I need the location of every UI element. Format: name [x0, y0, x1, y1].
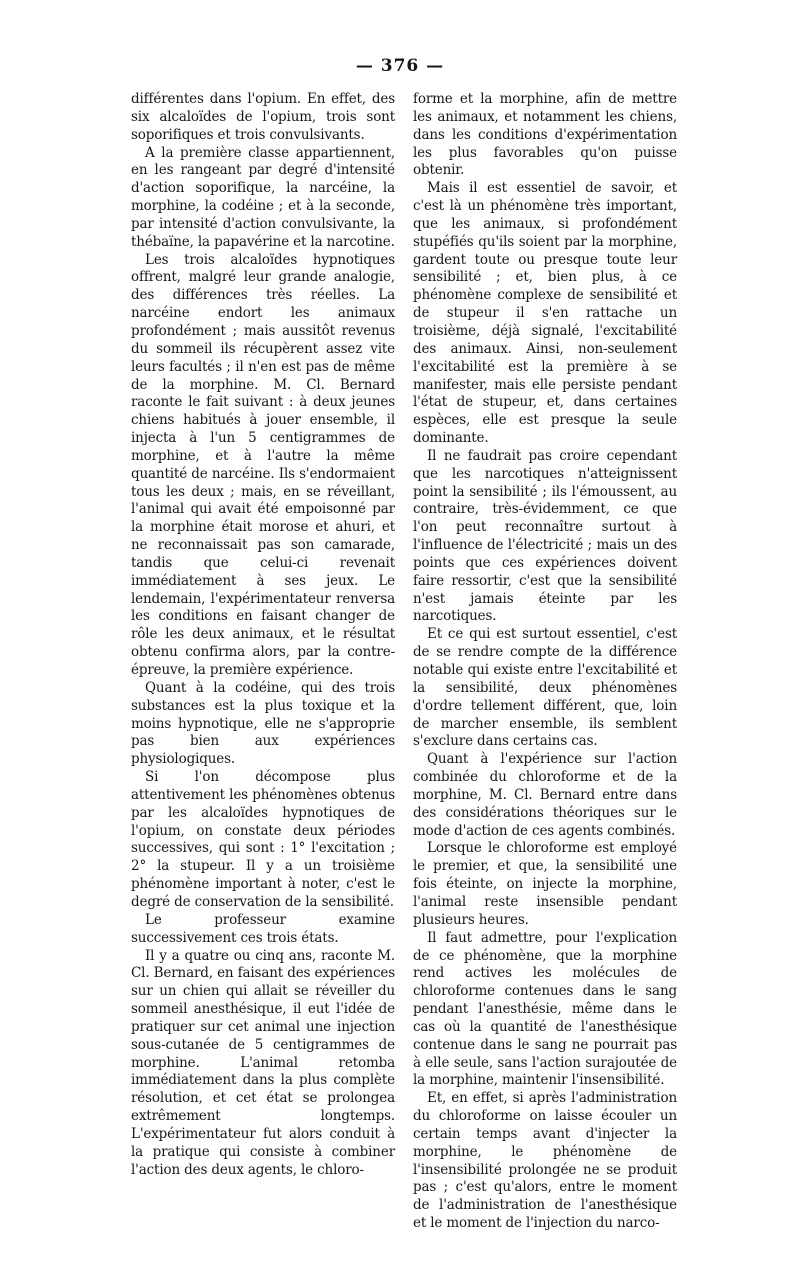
- paragraph: Il y a quatre ou cinq ans, raconte M. Cl. Bernard, en faisant des expériences sur un chien qui allait se réveiller du sommeil anesthésique, il eut l'idée de pratiquer sur cet animal une injection sous-cutanée de 5 centigrammes de morphine. L'animal retomba immédiatement dans la plus complète résolution, et cet état se prolongea extrêmement longtemps. L'expérimentateur fut alors conduit à la pratique qui consiste à combiner l'action des deux agents, le chloro-: [131, 947, 395, 1178]
- paragraph: Et ce qui est surtout essentiel, c'est de se rendre compte de la différence notable qui existe entre l'excitabilité et la sensibilité, deux phénomènes d'ordre tellement différent, que, loin de marcher ensemble, ils semblent s'exclure dans certains cas.: [413, 626, 677, 750]
- paragraph: Quant à l'expérience sur l'action combinée du chloroforme et de la morphine, M. Cl. Bernard entre dans des considérations théoriques sur le mode d'action de ces agents combinés.: [413, 751, 677, 839]
- left-column: [131, 91, 395, 1179]
- paragraph: Mais il est essentiel de savoir, et c'est là un phénomène très important, que les animaux, si profondément stupéfiés qu'ils soient par la morphine, gardent toute ou presque toute leur sensibilité ; et, bien plus, à ce phénomène complexe de sensibilité et de stupeur il s'en rattache un troisième, déjà signalé, l'excitabilité des animaux. Ainsi, non-seulement l'excitabilité est la première à se manifester, mais elle persiste pendant l'état de stupeur, et, dans certaines espèces, elle est presque la seule dominante.: [413, 180, 677, 447]
- paragraph: Il faut admettre, pour l'explication de ce phénomène, que la morphine rend actives les molécules de chloroforme contenues dans le sang pendant l'anesthésie, même dans le cas où la quantité de l'anesthésique contenue dans le sang ne pourrait pas à elle seule, sans l'action surajoutée de la morphine, maintenir l'insensibilité.: [413, 929, 677, 1089]
- paragraph: forme et la morphine, afin de mettre les animaux, et notamment les chiens, dans les conditions d'expérimentation les plus favorables qu'on puisse obtenir.: [413, 91, 677, 179]
- paragraph: Si l'on décompose plus attentivement les phénomènes obtenus par les alcaloïdes hypnotiques de l'opium, on constate deux périodes successives, qui sont : 1° l'excitation ; 2° la stupeur. Il y a un troisième phénomène important à noter, c'est le degré de conservation de la sensibilité.: [131, 769, 395, 910]
- paragraph: Quant à la codéine, qui des trois substances est la plus toxique et la moins hypnotique, elle ne s'approprie pas bien aux expériences physiologiques.: [131, 679, 395, 768]
- paragraph: Lorsque le chloroforme est employé le premier, et que, la sensibilité une fois éteinte, on injecte la morphine, l'animal reste insensible pendant plusieurs heures.: [413, 840, 677, 928]
- right-column: [413, 91, 677, 1233]
- paragraph: Il ne faudrait pas croire cependant que les narcotiques n'atteignissent point la sensibilité ; ils l'émoussent, au contraire, très-évidemment, ce que l'on peut reconnaître surtout à l'influence de l'électricité ; mais un des points que ces expériences doivent faire ressortir, c'est que la sensibilité n'est jamais éteinte par les narcotiques.: [413, 447, 677, 625]
- page-number: — 376 —: [355, 56, 445, 76]
- paragraph: A la première classe appartiennent, en les rangeant par degré d'intensité d'action soporifique, la narcéine, la morphine, la codéine ; et à la seconde, par intensité d'action convulsivante, la thébaïne, la papavérine et la narcotine.: [131, 144, 395, 250]
- paragraph: Les trois alcaloïdes hypnotiques offrent, malgré leur grande analogie, des différences très réelles. La narcéine endort les animaux profondément ; mais aussitôt revenus du sommeil ils récupèrent assez vite leurs facultés ; il n'en est pas de même de la morphine. M. Cl. Bernard raconte le fait suivant : à deux jeunes chiens habitués à jouer ensemble, il injecta à l'un 5 centigrammes de morphine, et à l'autre la même quantité de narcéine. Ils s'endormaient tous les deux ; mais, en se réveillant, l'animal qui avait été empoisonné par la morphine était morose et ahuri, et ne reconnaissait pas son camarade, tandis que celui-ci revenait immédiatement à ses jeux. Le lendemain, l'expérimentateur renversa les conditions en faisant changer de rôle les deux animaux, et le résultat obtenu confirma alors, par la contre-épreuve, la première expérience.: [131, 251, 395, 678]
- paragraph: différentes dans l'opium. En effet, des six alcaloïdes de l'opium, trois sont soporifiques et trois convulsivants.: [131, 91, 395, 143]
- paragraph: Et, en effet, si après l'administration du chloroforme on laisse écouler un certain temps avant d'injecter la morphine, le phénomène de l'insensibilité prolongée ne se produit pas ; c'est qu'alors, entre le moment de l'administration de l'anesthésique et le moment de l'injection du narco-: [413, 1090, 677, 1232]
- paragraph: Le professeur examine successivement ces trois états.: [131, 911, 395, 946]
